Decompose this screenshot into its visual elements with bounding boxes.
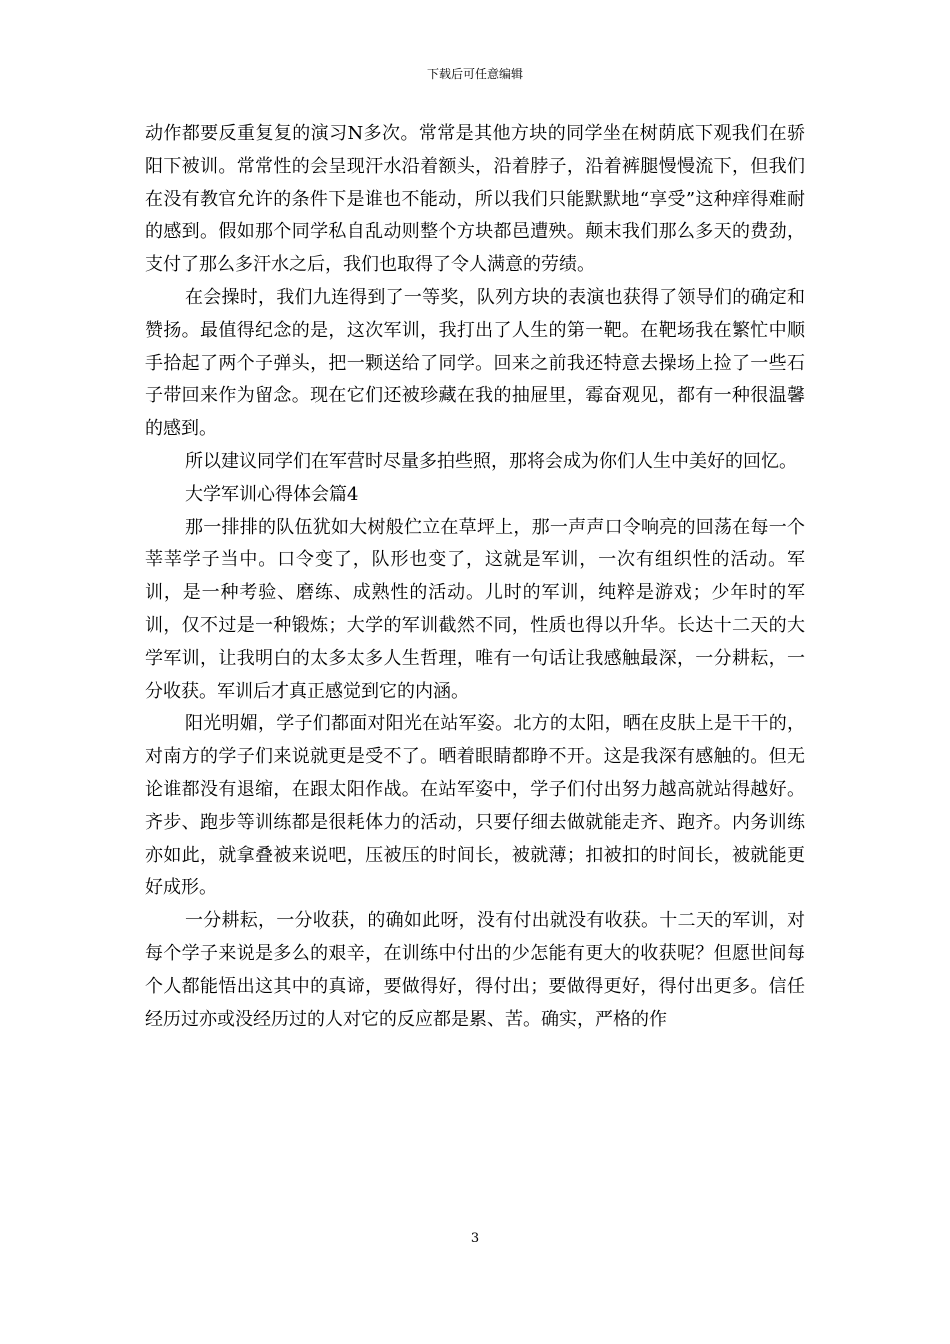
- section-heading: 大学军训心得体会篇4: [185, 483, 359, 505]
- document-body: [145, 118, 805, 1036]
- paragraph: 那一排排的队伍犹如大树般伫立在草坪上，那一声声口令响亮的回荡在每一个莘莘学子当中。口令变了，队形也变了，这就是军训，一次有组织性的活动。军训，是一种考验、磨练、成熟性的活动。儿时的军训，纯粹是游戏；少年时的军训，仅不过是一种锻炼；大学的军训截然不同，性质也得以升华。长达十二天的大学军训，让我明白的太多太多人生哲理，唯有一句话让我感触最深，一分耕耘，一分收获。军训后才真正感觉到它的内涵。: [145, 516, 805, 702]
- paragraph: 阳光明媚，学子们都面对阳光在站军姿。北方的太阳，晒在皮肤上是干干的，对南方的学子们来说就更是受不了。晒着眼睛都睁不开。这是我深有感触的。但无论谁都没有退缩，在跟太阳作战。在站军姿中，学子们付出努力越高就站得越好。齐步、跑步等训练都是很耗体力的活动，只要仔细去做就能走齐、跑齐。内务训练亦如此，就拿叠被来说吧，压被压的时间长，被就薄；扣被扣的时间长，被就能更好成形。: [145, 713, 805, 899]
- page-number: 3: [470, 1231, 480, 1246]
- paragraph: 在会操时，我们九连得到了一等奖，队列方块的表演也获得了领导们的确定和赞扬。最值得纪念的是，这次军训，我打出了人生的第一靶。在靶场我在繁忙中顺手拾起了两个子弹头，把一颗送给了同学。回来之前我还特意去操场上捡了一些石子带回来作为留念。现在它们还被珍藏在我的抽屉里，霉奋观见，都有一种很温馨的感到。: [145, 286, 805, 440]
- paragraph: 动作都要反重复复的演习N多次。常常是其他方块的同学坐在树荫底下观我们在骄阳下被训。常常性的会呈现汗水沿着额头，沿着脖子，沿着裤腿慢慢流下，但我们在没有教官允许的条件下是谁也不能动，所以我们只能默默地“享受”这种痒得难耐的感到。假如那个同学私自乱动则整个方块都邑遭殃。颠末我们那么多天的费劲，支付了那么多汗水之后，我们也取得了令人满意的劳绩。: [145, 123, 805, 276]
- page-header: 下载后可任意编辑: [426, 67, 523, 81]
- paragraph: 所以建议同学们在军营时尽量多拍些照，那将会成为你们人生中美好的回忆。: [185, 450, 797, 472]
- paragraph: 一分耕耘，一分收获，的确如此呀，没有付出就没有收获。十二天的军训，对每个学子来说是多么的艰辛，在训练中付出的少怎能有更大的收获呢？但愿世间每个人都能悟出这其中的真谛，要做得好，得付出；要做得更好，得付出更多。信任经历过亦或没经历过的人对它的反应都是累、苦。确实，严格的作: [145, 910, 805, 1030]
